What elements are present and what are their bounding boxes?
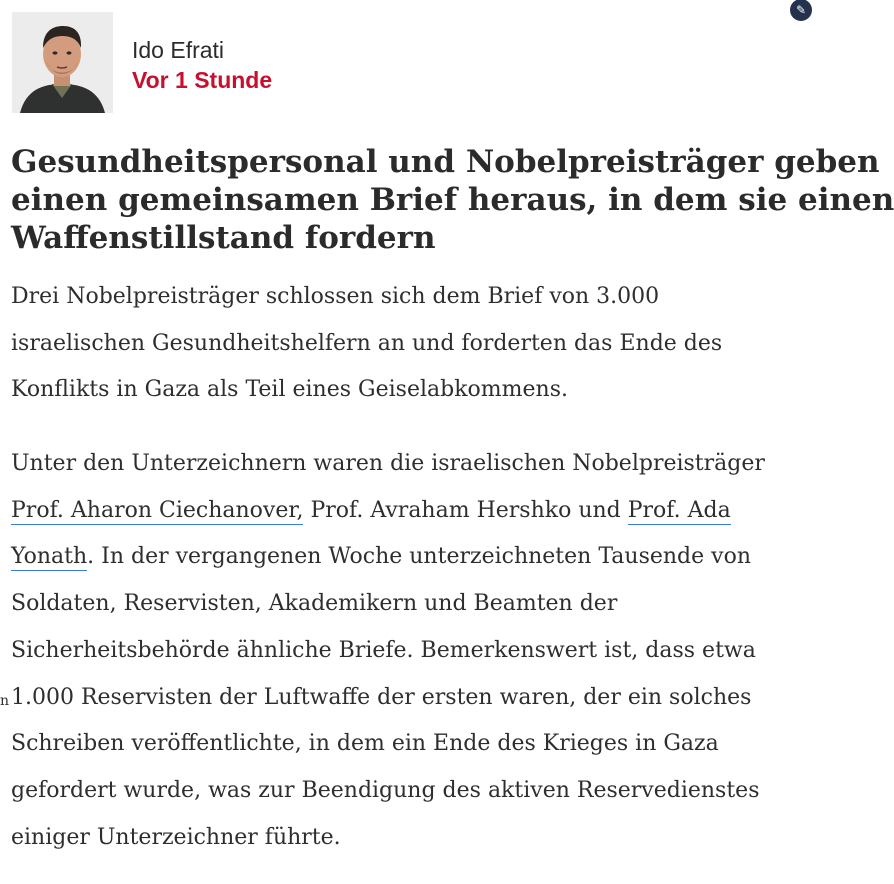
body-line: einiger Unterzeichner führte. xyxy=(11,824,341,850)
stray-glyph: n xyxy=(0,693,10,709)
lead-line: Drei Nobelpreisträger schlossen sich dem Brief von 3.000 xyxy=(11,284,660,309)
article-headline xyxy=(11,143,894,257)
pen-icon[interactable]: ✎ xyxy=(790,0,812,21)
body-line: Schreiben veröffentlichte, in dem ein Ende des Krieges in Gaza xyxy=(11,731,719,757)
headline-line: Waffenstillstand fordern xyxy=(11,220,436,256)
headline-line: Gesundheitspersonal und Nobelpreisträger geben xyxy=(11,144,880,180)
author-block xyxy=(12,12,272,113)
article-body xyxy=(11,441,765,861)
body-line: Sicherheitsbehörde ähnliche Briefe. Bemerkenswert ist, dass etwa xyxy=(11,637,756,663)
link-aharon-ciechanover[interactable]: Prof. Aharon Ciechanover, xyxy=(11,497,304,523)
lead-line: Konflikts in Gaza als Teil eines Geiselabkommens. xyxy=(11,377,568,403)
body-line: Soldaten, Reservisten, Akademikern und Beamten der xyxy=(11,591,618,617)
body-line: Unter den Unterzeichnern waren die israelischen Nobelpreisträger xyxy=(11,451,765,476)
timestamp: Vor 1 Stunde xyxy=(132,66,273,93)
body-line xyxy=(11,534,765,581)
link-ada-yonath-part2[interactable]: Yonath xyxy=(11,544,88,570)
article-lead xyxy=(11,274,722,414)
body-line: gefordert wurde, was zur Beendigung des aktiven Reservedienstes xyxy=(11,777,760,803)
body-line: 1.000 Reservisten der Luftwaffe der ersten waren, der ein solches xyxy=(11,684,752,710)
author-avatar[interactable] xyxy=(12,12,113,113)
link-ada-yonath-part1[interactable]: Prof. Ada xyxy=(627,497,731,523)
author-name[interactable]: Ido Efrati xyxy=(132,36,225,63)
headline-line: einen gemeinsamen Brief heraus, in dem sie einen xyxy=(11,182,894,218)
body-text-segment: Prof. Avraham Hershko und xyxy=(303,497,628,523)
author-meta xyxy=(132,35,272,95)
body-text-segment: . In der vergangenen Woche unterzeichneten Tausende von xyxy=(87,544,751,570)
lead-line: israelischen Gesundheitshelfern an und forderten das Ende des xyxy=(11,330,723,356)
author-photo xyxy=(12,12,113,113)
body-line xyxy=(11,488,765,535)
